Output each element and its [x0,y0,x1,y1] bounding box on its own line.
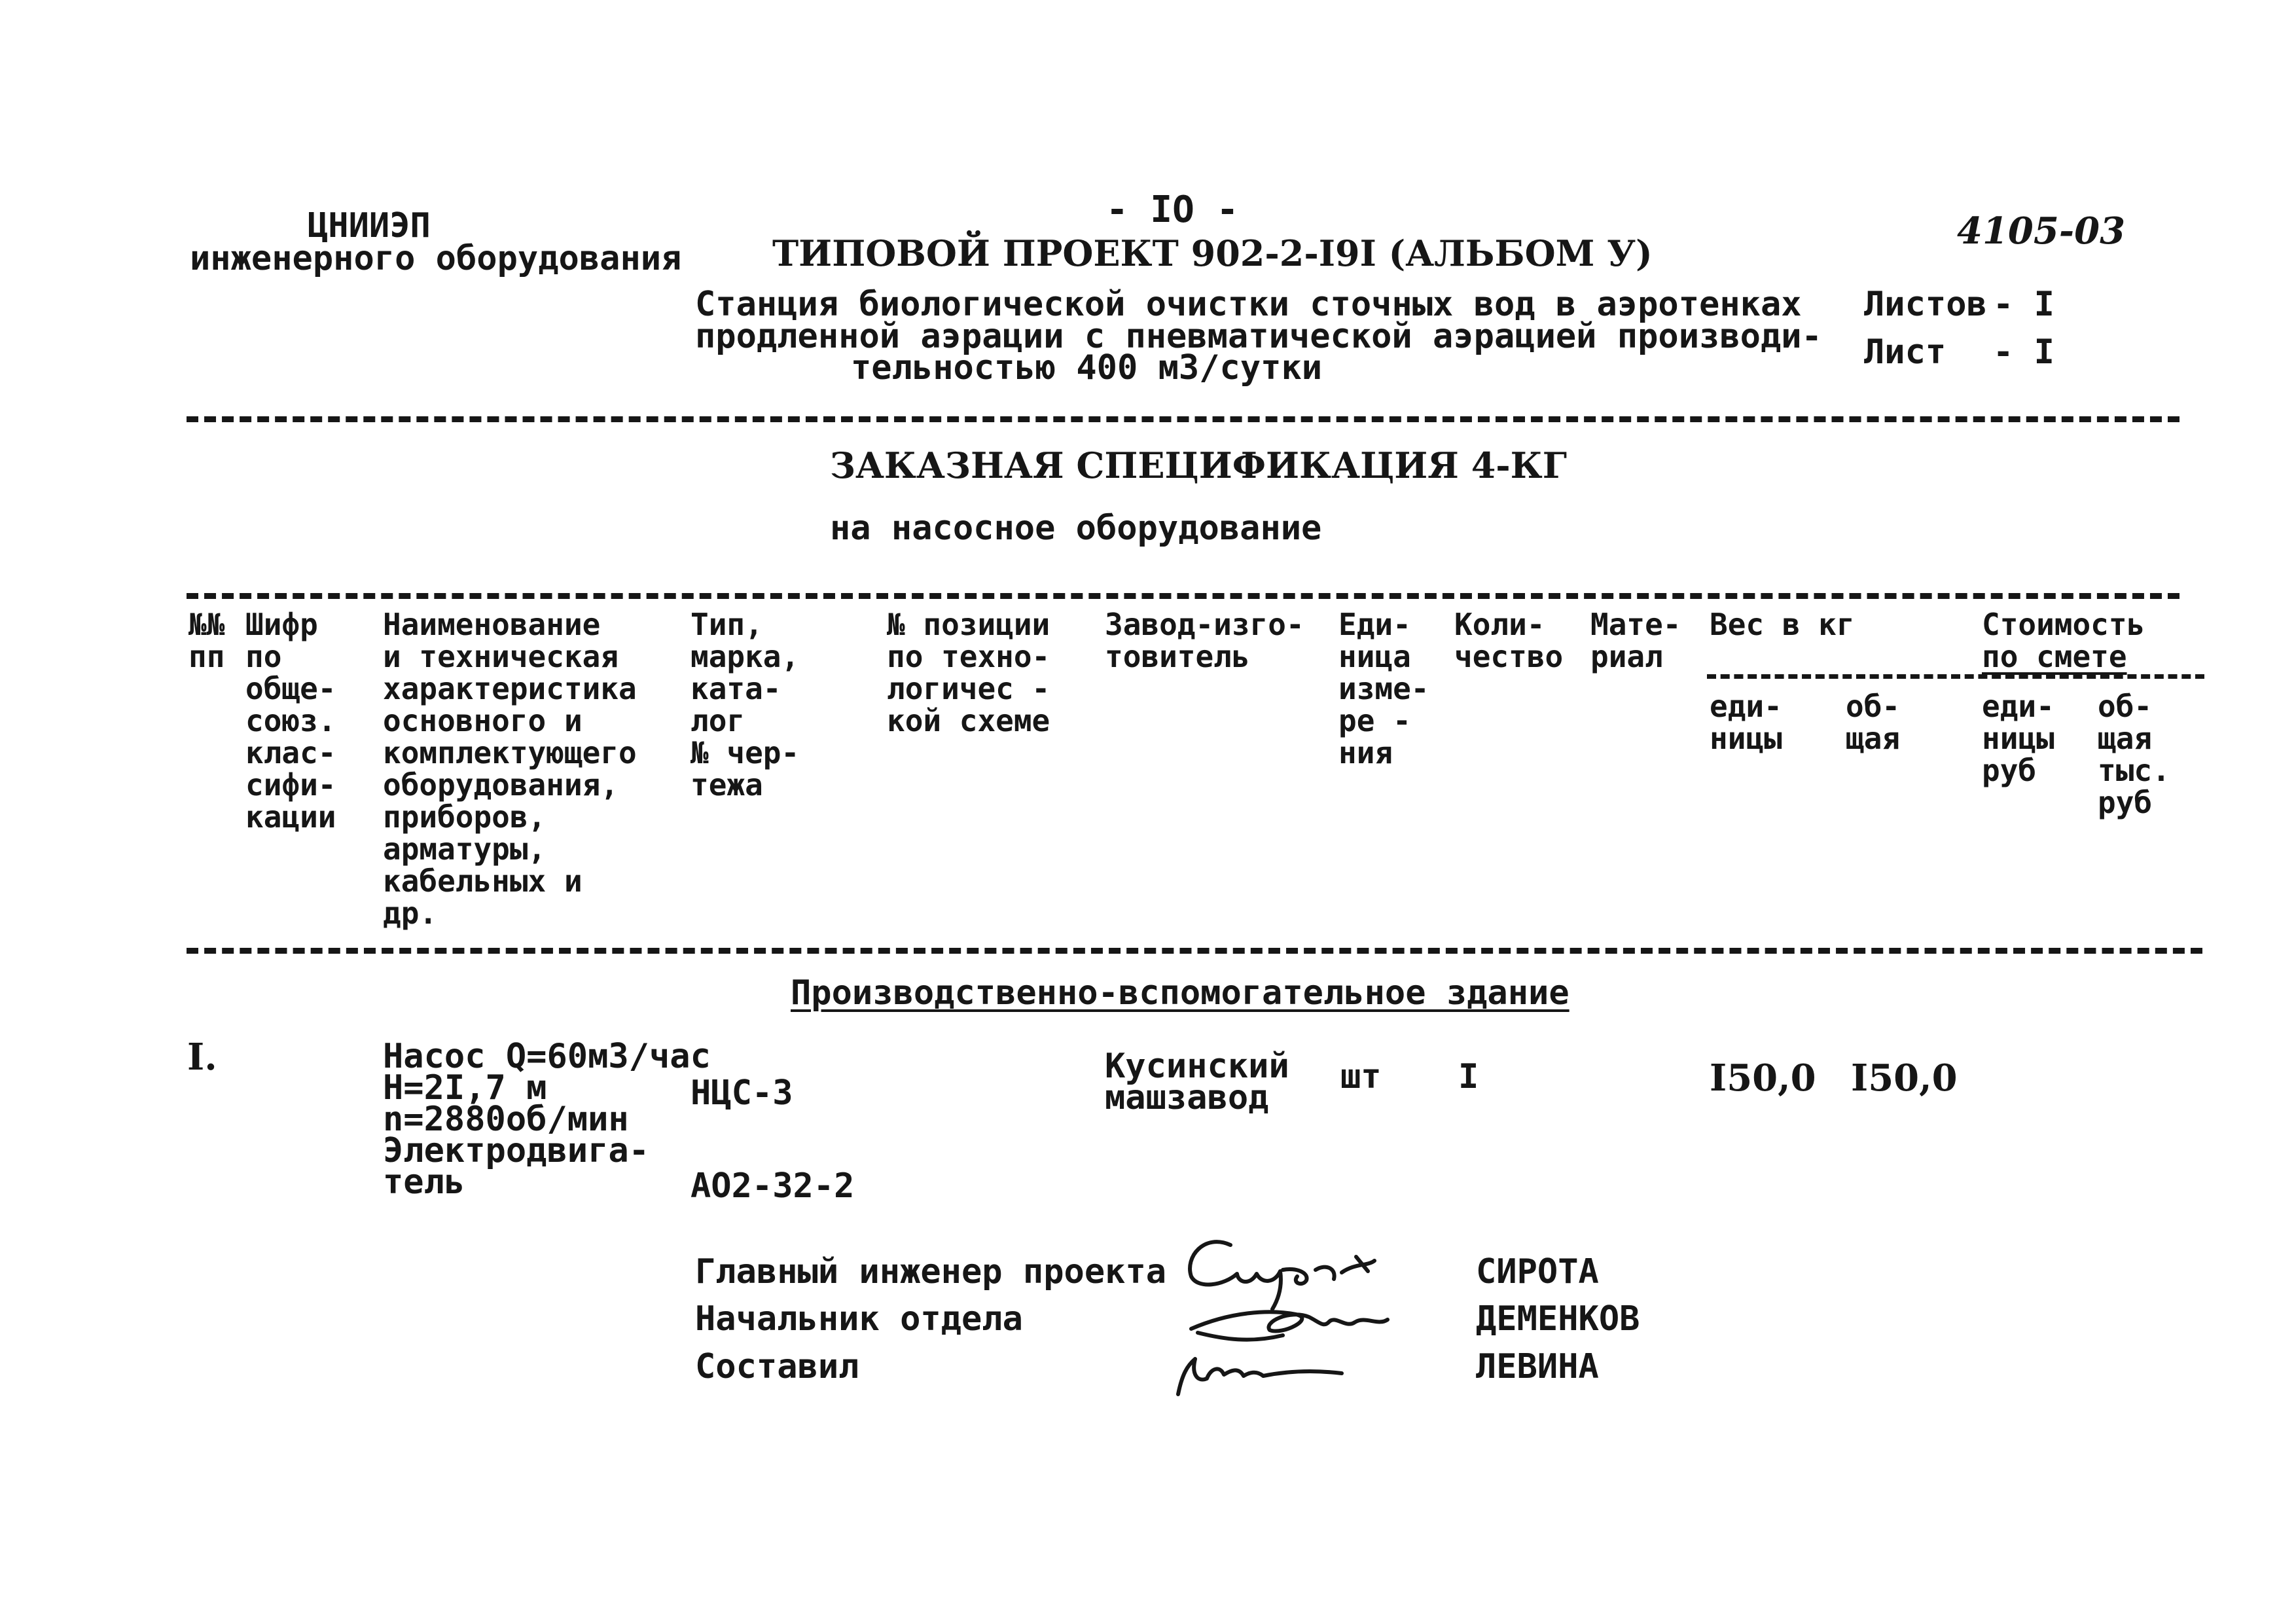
weight-unit-header: еди- ницы [1710,689,1782,756]
project-description-line2: продленной аэрации с пневматической аэрацией производи- [695,317,1822,356]
col-num-header: №№ пп [188,607,225,674]
col-position-header: № позиции по техно- логичес - кой схеме [887,607,1050,738]
section-title: Производственно-вспомогательное здание [791,973,1570,1013]
signature-name-compiler: ЛЕВИНА [1476,1347,1599,1386]
signature-name-department-head: ДЕМЕНКОВ [1476,1299,1640,1339]
project-description-line1: Станция биологической очистки сточных вод в аэротенках [695,285,1802,324]
signature-role-department-head: Начальник отдела [695,1299,1023,1339]
col-unit-header: Еди- ница изме- ре - ния [1338,607,1429,770]
row-unit: шт [1340,1057,1382,1096]
signature-role-chief-engineer: Главный инженер проекта [695,1252,1167,1291]
weight-group-header: Вес в кг [1710,607,1855,642]
signature-name-chief-engineer: СИРОТА [1476,1252,1599,1291]
org-name-line1: ЦНИИЭП [308,206,431,245]
weight-total-header: об- щая [1846,689,1901,756]
row-type-pump: НЦС-3 [691,1074,793,1113]
handwritten-signatures [1152,1231,1466,1407]
row-weight-unit: I50,0 [1710,1056,1816,1100]
row-quantity: I [1458,1057,1479,1096]
sheet-number-value: - I [1993,333,2054,372]
project-description-line3: тельностью 400 м3/сутки [851,348,1323,388]
col-type-header: Тип, марка, ката- лог № чер- тежа [691,607,800,803]
cost-unit-header: еди- ницы руб [1982,689,2054,788]
project-title: ТИПОВОЙ ПРОЕКТ 902-2-I9I (АЛЬБОМ У) [772,232,1653,274]
specification-title: ЗАКАЗНАЯ СПЕЦИФИКАЦИЯ 4-КГ [830,444,1568,486]
table-top-divider [187,593,2179,599]
col-maker-header: Завод-изго- товитель [1105,607,1304,674]
sheets-count-label: Листов [1864,285,1987,324]
col-code-header: Шифр по обще- союз. клас- сифи- кации [245,607,336,835]
table-header-bottom-divider [187,948,2202,954]
row-item-name: Насос Q=60м3/час Н=2I,7 м n=2880об/мин Электродвига- тель [383,1037,711,1202]
sheets-count-value: - I [1993,285,2054,324]
document-code: 4105-03 [1957,209,2126,253]
org-name-line2: инженерного оборудования [190,239,682,278]
col-qty-header: Коли- чество [1454,607,1564,674]
row-manufacturer: Кусинский машзавод [1105,1047,1289,1117]
subheader-divider [1707,674,2204,679]
cost-total-header: об- щая тыс. руб [2098,689,2170,820]
cost-group-header: Стоимость по смете [1982,607,2145,674]
col-name-header: Наименование и техническая характеристика основного и комплектующего оборудования, приборов, арматуры, кабельных и др. [383,607,637,931]
signature-role-compiler: Составил [695,1347,859,1386]
sheet-number-label: Лист [1864,333,1946,372]
page-number: - IO - [1106,189,1239,231]
row-weight-total: I50,0 [1851,1056,1958,1100]
header-divider [187,416,2179,422]
specification-subtitle: на насосное оборудование [830,509,1322,548]
row-number: I. [187,1036,217,1079]
row-type-motor: АО2-32-2 [691,1166,855,1206]
col-material-header: Мате- риал [1590,607,1681,674]
